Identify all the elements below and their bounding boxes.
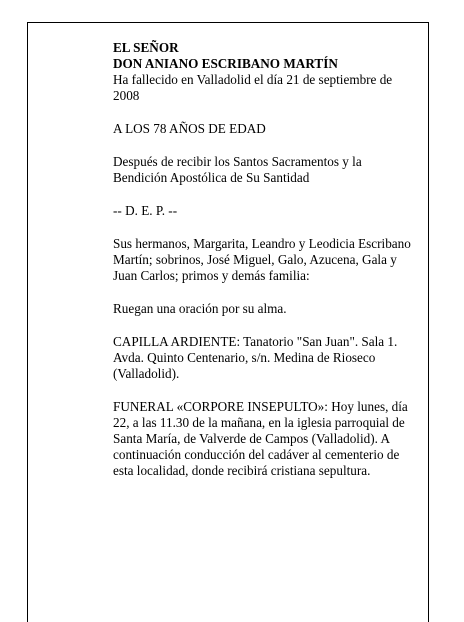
- age-line: A LOS 78 AÑOS DE EDAD: [113, 121, 266, 136]
- chapel-line: CAPILLA ARDIENTE: Tanatorio "San Juan". Sala 1. Avda. Quinto Centenario, s/n. Medina de Rioseco (Valladolid).: [113, 334, 398, 381]
- deceased-name: DON ANIANO ESCRIBANO MARTÍN: [113, 56, 338, 71]
- obituary-notice: [113, 40, 415, 496]
- prayer-line: Ruegan una oración por su alma.: [113, 301, 287, 316]
- family-line: Sus hermanos, Margarita, Leandro y Leodicia Escribano Martín; sobrinos, José Miguel, Galo, Azucena, Gala y Juan Carlos; primos y demás familia:: [113, 236, 411, 283]
- rip-line: -- D. E. P. --: [113, 203, 178, 218]
- sacraments-line: Después de recibir los Santos Sacramentos y la Bendición Apostólica de Su Santidad: [113, 154, 362, 185]
- deceased-block: [113, 40, 415, 104]
- funeral-line: FUNERAL «CORPORE INSEPULTO»: Hoy lunes, día 22, a las 11.30 de la mañana, en la iglesia parroquial de Santa María, de Valverde de Campos (Valladolid). A continuación conducción del cadáver al cementerio de esta localidad, donde recibirá cristiana sepultura.: [113, 399, 408, 478]
- death-announcement: Ha fallecido en Valladolid el día 21 de septiembre de 2008: [113, 72, 393, 103]
- title-line-1: EL SEÑOR: [113, 40, 179, 55]
